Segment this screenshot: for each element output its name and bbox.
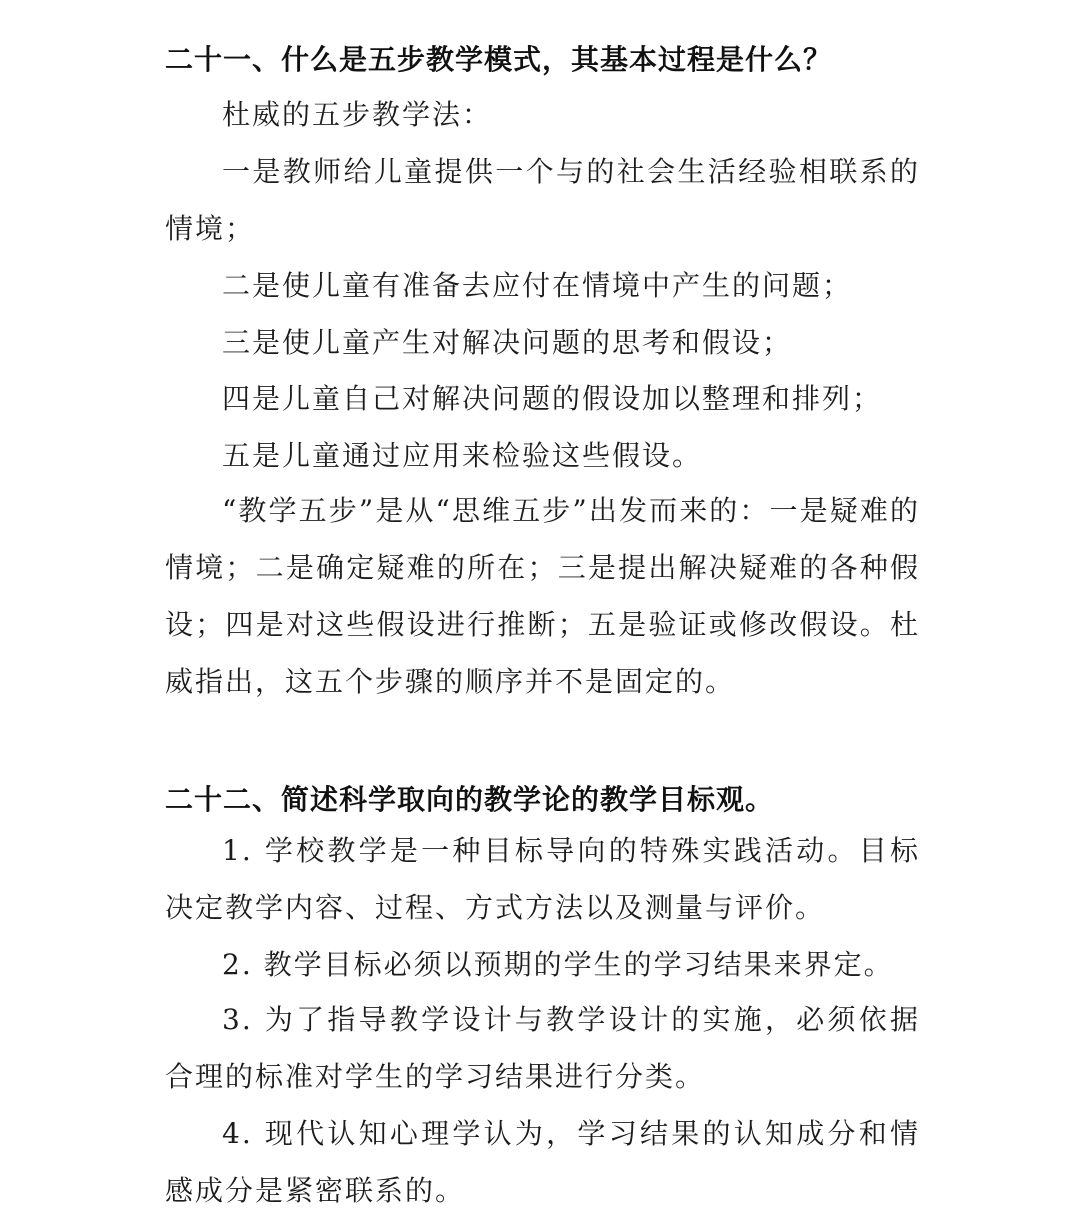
section-22-point-1: 1. 学校教学是一种目标导向的特殊实践活动。目标决定教学内容、过程、方式方法以及测量与评价。 [165,834,920,924]
section-22-point-4: 4. 现代认知心理学认为，学习结果的认知成分和情感成分是紧密联系的。 [165,1117,920,1207]
section-21-title: 二十一、什么是五步教学模式，其基本过程是什么？ [165,43,833,76]
section-22-point-3: 3. 为了指导教学设计与教学设计的实施，必须依据合理的标准对学生的学习结果进行分类。 [165,1003,920,1093]
section-22-title: 二十二、简述科学取向的教学论的教学目标观。 [165,783,775,816]
section-21-step-3: 三是使儿童产生对解决问题的思考和假设； [222,326,793,359]
section-21-step-4: 四是儿童自己对解决问题的假设加以整理和排列； [222,382,883,415]
section-21-step-5: 五是儿童通过应用来检验这些假设。 [222,439,703,472]
section-21-step-2: 二是使儿童有准备去应付在情境中产生的问题； [222,269,853,302]
section-21-intro: 杜威的五步教学法： [222,98,493,131]
section-21-step-1: 一是教师给儿童提供一个与的社会生活经验相联系的情境； [165,155,920,245]
section-22-point-2: 2. 教学目标必须以预期的学生的学习结果来界定。 [222,948,894,981]
section-21-summary: “教学五步”是从“思维五步”出发而来的：一是疑难的情境；二是确定疑难的所在；三是提出解决疑难的各种假设；四是对这些假设进行推断；五是验证或修改假设。杜威指出，这五个步骤的顺序并不是固定的。 [165,494,920,698]
